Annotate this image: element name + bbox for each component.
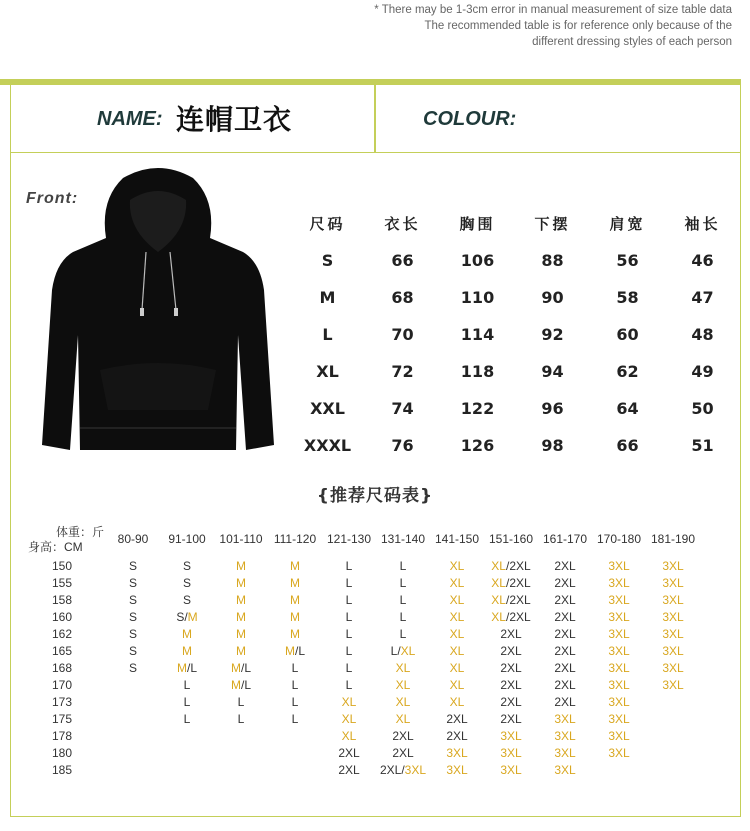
height-cell: 160 xyxy=(52,609,73,624)
header-sleeve: 袖长 xyxy=(684,215,721,233)
measurement-cell: 96 xyxy=(541,399,564,418)
size-cell: L xyxy=(345,592,353,607)
size-cell: XL xyxy=(449,694,465,709)
size-cell: S xyxy=(128,592,137,607)
size-cell: M xyxy=(290,592,300,607)
front-label: Front: xyxy=(26,190,79,207)
recommend-row xyxy=(24,642,734,659)
size-cell: XL/2XL xyxy=(491,558,531,573)
recommend-row xyxy=(24,625,734,642)
height-cell: 165 xyxy=(52,643,73,658)
size-cell: XL xyxy=(395,677,411,692)
height-cell: 180 xyxy=(52,745,73,760)
size-cell: 3XL xyxy=(662,558,684,573)
measurement-table xyxy=(290,205,740,464)
size-cell: XL xyxy=(449,677,465,692)
measurement-cell: 114 xyxy=(460,325,495,344)
size-cell: 3XL xyxy=(608,677,630,692)
size-cell: L xyxy=(291,660,299,675)
size-cell: 3XL xyxy=(662,609,684,624)
height-cell: 162 xyxy=(52,626,73,641)
size-cell: 3XL xyxy=(662,677,684,692)
name-label: NAME: xyxy=(97,108,163,130)
size-cell: 3XL xyxy=(554,745,576,760)
measurement-cell: 70 xyxy=(391,325,414,344)
size-cell: XL xyxy=(449,660,465,675)
weight-range-header: 151-160 xyxy=(488,532,534,546)
size-cell: M xyxy=(236,643,246,658)
height-cell: 168 xyxy=(52,660,73,675)
size-cell: L xyxy=(345,677,353,692)
colour-label: COLOUR: xyxy=(423,108,517,130)
measurement-cell: 48 xyxy=(691,325,714,344)
size-cell: L xyxy=(291,711,299,726)
recommend-row xyxy=(24,710,734,727)
measurement-row xyxy=(290,316,740,353)
weight-range-header: 111-120 xyxy=(273,532,317,546)
measurement-cell: 49 xyxy=(691,362,714,381)
measurement-cell: 74 xyxy=(391,399,414,418)
size-cell: L xyxy=(345,626,353,641)
size-cell: 2XL xyxy=(554,660,576,675)
size-cell: 3XL xyxy=(608,711,630,726)
size-cell: XL xyxy=(449,558,465,573)
note-line: The recommended table is for reference only because of the xyxy=(424,20,732,32)
size-cell: 2XL xyxy=(554,643,576,658)
size-cell: M/L xyxy=(230,677,252,692)
size-cell: L xyxy=(345,609,353,624)
size-cell: 2XL xyxy=(392,745,414,760)
size-cell: 3XL xyxy=(608,728,630,743)
size-cell: 3XL xyxy=(500,745,522,760)
product-name: 连帽卫衣 xyxy=(176,103,293,136)
size-cell: L xyxy=(291,694,299,709)
size-cell: L xyxy=(345,558,353,573)
measurement-cell: XXXL xyxy=(303,436,352,455)
size-cell: L xyxy=(345,643,353,658)
recommend-row xyxy=(24,557,734,574)
header-chest: 胸围 xyxy=(459,215,496,233)
height-cell: 150 xyxy=(52,558,73,573)
note-line: * There may be 1-3cm error in manual measurement of size table data xyxy=(374,4,732,16)
header-size: 尺码 xyxy=(309,215,346,233)
note-line: different dressing styles of each person xyxy=(532,36,732,48)
weight-range-header: 181-190 xyxy=(650,532,696,546)
size-cell: S xyxy=(128,643,137,658)
size-cell: M/L xyxy=(284,643,306,658)
size-cell: 3XL xyxy=(608,609,630,624)
size-cell: 2XL xyxy=(554,558,576,573)
size-cell: 2XL/3XL xyxy=(379,762,427,777)
size-cell: 2XL xyxy=(500,626,522,641)
weight-range-header: 101-110 xyxy=(219,532,263,546)
recommend-row xyxy=(24,659,734,676)
size-cell: L xyxy=(183,694,191,709)
size-cell: 3XL xyxy=(608,660,630,675)
weight-range-header: 131-140 xyxy=(380,532,426,546)
size-cell: S xyxy=(182,575,191,590)
measurement-cell: XXL xyxy=(310,399,345,418)
measurement-cell: 94 xyxy=(541,362,564,381)
weight-range-header: 141-150 xyxy=(434,532,480,546)
measurement-cell: 66 xyxy=(616,436,639,455)
size-cell: 2XL xyxy=(554,694,576,709)
measurement-cell: 50 xyxy=(691,399,714,418)
size-cell: 3XL xyxy=(446,745,468,760)
size-cell: 3XL xyxy=(662,643,684,658)
size-cell: M xyxy=(182,643,192,658)
size-cell: 2XL xyxy=(554,575,576,590)
size-cell: 2XL xyxy=(338,745,360,760)
size-cell: XL/2XL xyxy=(491,592,531,607)
size-cell: L xyxy=(399,558,407,573)
size-cell: 2XL xyxy=(554,592,576,607)
height-cell: 173 xyxy=(52,694,73,709)
recommend-row xyxy=(24,693,734,710)
height-cell: 175 xyxy=(52,711,73,726)
size-cell: 3XL xyxy=(500,762,522,777)
size-cell: 3XL xyxy=(608,694,630,709)
size-cell: L xyxy=(345,575,353,590)
size-cell: M xyxy=(236,592,246,607)
size-cell: XL xyxy=(341,728,357,743)
size-cell: M xyxy=(236,575,246,590)
measurement-cell: 126 xyxy=(460,436,495,455)
size-cell: 3XL xyxy=(662,592,684,607)
recommend-row xyxy=(24,676,734,693)
size-cell: 3XL xyxy=(554,711,576,726)
size-cell: 3XL xyxy=(554,762,576,777)
size-cell: XL xyxy=(449,626,465,641)
size-cell: M/L xyxy=(176,660,198,675)
size-cell: XL/2XL xyxy=(491,575,531,590)
size-cell: L xyxy=(237,694,245,709)
height-cell: 178 xyxy=(52,728,73,743)
weight-range-header: 161-170 xyxy=(542,532,588,546)
measurement-cell: 56 xyxy=(616,251,639,270)
size-cell: 3XL xyxy=(662,660,684,675)
hoodie-image xyxy=(38,160,278,460)
size-cell: 2XL xyxy=(500,643,522,658)
size-cell: M/L xyxy=(230,660,252,675)
measurement-row xyxy=(290,390,740,427)
size-cell: 3XL xyxy=(608,643,630,658)
measurement-header-row xyxy=(290,205,740,242)
recommend-table xyxy=(24,521,734,778)
size-cell: S xyxy=(128,558,137,573)
size-cell: M xyxy=(290,575,300,590)
measurement-cell: 66 xyxy=(391,251,414,270)
size-cell: M xyxy=(290,626,300,641)
measurement-cell: 118 xyxy=(460,362,495,381)
size-cell: 3XL xyxy=(608,558,630,573)
recommend-row xyxy=(24,608,734,625)
size-cell: 3XL xyxy=(608,745,630,760)
measurement-cell: XL xyxy=(316,362,339,381)
recommend-row xyxy=(24,744,734,761)
measurement-cell: 122 xyxy=(460,399,495,418)
weight-label: 体重：斤 xyxy=(55,525,104,539)
size-cell: 3XL xyxy=(500,728,522,743)
size-cell: M xyxy=(236,609,246,624)
measurement-row xyxy=(290,353,740,390)
measurement-cell: 47 xyxy=(691,288,714,307)
recommend-title: {推荐尺码表} xyxy=(316,486,434,506)
size-cell: S xyxy=(182,558,191,573)
size-cell: 2XL xyxy=(554,626,576,641)
size-cell: M xyxy=(290,558,300,573)
disclaimer-note xyxy=(374,2,732,50)
size-cell: M xyxy=(290,609,300,624)
recommend-corner xyxy=(24,521,106,557)
measurement-cell: 90 xyxy=(541,288,564,307)
size-cell: 2XL xyxy=(446,728,468,743)
header-shoulder: 肩宽 xyxy=(609,215,646,233)
size-cell: XL/2XL xyxy=(491,609,531,624)
size-cell: 3XL xyxy=(554,728,576,743)
weight-range-header: 170-180 xyxy=(596,532,642,546)
size-cell: XL xyxy=(449,643,465,658)
size-cell: XL xyxy=(341,694,357,709)
measurement-cell: 58 xyxy=(616,288,639,307)
size-cell: L xyxy=(291,677,299,692)
size-cell: S xyxy=(128,609,137,624)
size-cell: L xyxy=(183,711,191,726)
size-cell: L xyxy=(345,660,353,675)
size-cell: 2XL xyxy=(392,728,414,743)
size-cell: 3XL xyxy=(662,575,684,590)
size-cell: L xyxy=(237,711,245,726)
measurement-cell: 110 xyxy=(460,288,495,307)
size-cell: 3XL xyxy=(662,626,684,641)
size-cell: XL xyxy=(395,694,411,709)
recommend-header-row xyxy=(24,521,734,557)
header-length: 衣长 xyxy=(384,215,421,233)
measurement-cell: 88 xyxy=(541,251,564,270)
size-cell: 3XL xyxy=(608,626,630,641)
height-cell: 170 xyxy=(52,677,73,692)
measurement-cell: 106 xyxy=(460,251,495,270)
height-cell: 158 xyxy=(52,592,73,607)
size-cell: XL xyxy=(395,711,411,726)
measurement-cell: 64 xyxy=(616,399,639,418)
size-cell: 3XL xyxy=(446,762,468,777)
size-cell: L/XL xyxy=(390,643,416,658)
size-cell: 3XL xyxy=(608,575,630,590)
header-hem: 下摆 xyxy=(534,215,571,233)
size-cell: S xyxy=(182,592,191,607)
measurement-row xyxy=(290,427,740,464)
measurement-cell: S xyxy=(321,251,334,270)
size-cell: M xyxy=(236,626,246,641)
weight-range-header: 80-90 xyxy=(117,532,149,546)
measurement-cell: 51 xyxy=(691,436,714,455)
size-cell: XL xyxy=(449,609,465,624)
measurement-cell: 92 xyxy=(541,325,564,344)
recommend-row xyxy=(24,574,734,591)
recommend-row xyxy=(24,727,734,744)
size-cell: XL xyxy=(449,575,465,590)
size-cell: 2XL xyxy=(554,609,576,624)
size-cell: L xyxy=(183,677,191,692)
size-cell: L xyxy=(399,592,407,607)
size-cell: L xyxy=(399,626,407,641)
measurement-cell: 98 xyxy=(541,436,564,455)
size-cell: XL xyxy=(449,592,465,607)
size-cell: 2XL xyxy=(500,660,522,675)
height-label: 身高：CM xyxy=(28,540,83,554)
size-cell: M xyxy=(182,626,192,641)
measurement-cell: 62 xyxy=(616,362,639,381)
size-cell: 3XL xyxy=(608,592,630,607)
size-cell: 2XL xyxy=(554,677,576,692)
size-cell: L xyxy=(399,609,407,624)
size-cell: 2XL xyxy=(338,762,360,777)
size-cell: XL xyxy=(395,660,411,675)
measurement-row xyxy=(290,242,740,279)
size-cell: S xyxy=(128,575,137,590)
size-cell: S/M xyxy=(176,609,198,624)
size-cell: 2XL xyxy=(500,694,522,709)
measurement-cell: 72 xyxy=(391,362,414,381)
measurement-cell: M xyxy=(319,288,336,307)
weight-range-header: 91-100 xyxy=(168,532,206,546)
size-cell: 2XL xyxy=(500,677,522,692)
size-cell: 2XL xyxy=(500,711,522,726)
recommend-row xyxy=(24,591,734,608)
measurement-cell: 68 xyxy=(391,288,414,307)
measurement-cell: L xyxy=(322,325,333,344)
recommend-row xyxy=(24,761,734,778)
measurement-cell: 76 xyxy=(391,436,414,455)
size-cell: 2XL xyxy=(446,711,468,726)
height-cell: 155 xyxy=(52,575,73,590)
measurement-cell: 60 xyxy=(616,325,639,344)
size-cell: XL xyxy=(341,711,357,726)
size-cell: S xyxy=(128,626,137,641)
measurement-row xyxy=(290,279,740,316)
size-cell: S xyxy=(128,660,137,675)
size-cell: M xyxy=(236,558,246,573)
measurement-cell: 46 xyxy=(691,251,714,270)
header-divider xyxy=(374,85,376,153)
height-cell: 185 xyxy=(52,762,73,777)
weight-range-header: 121-130 xyxy=(326,532,372,546)
size-cell: L xyxy=(399,575,407,590)
